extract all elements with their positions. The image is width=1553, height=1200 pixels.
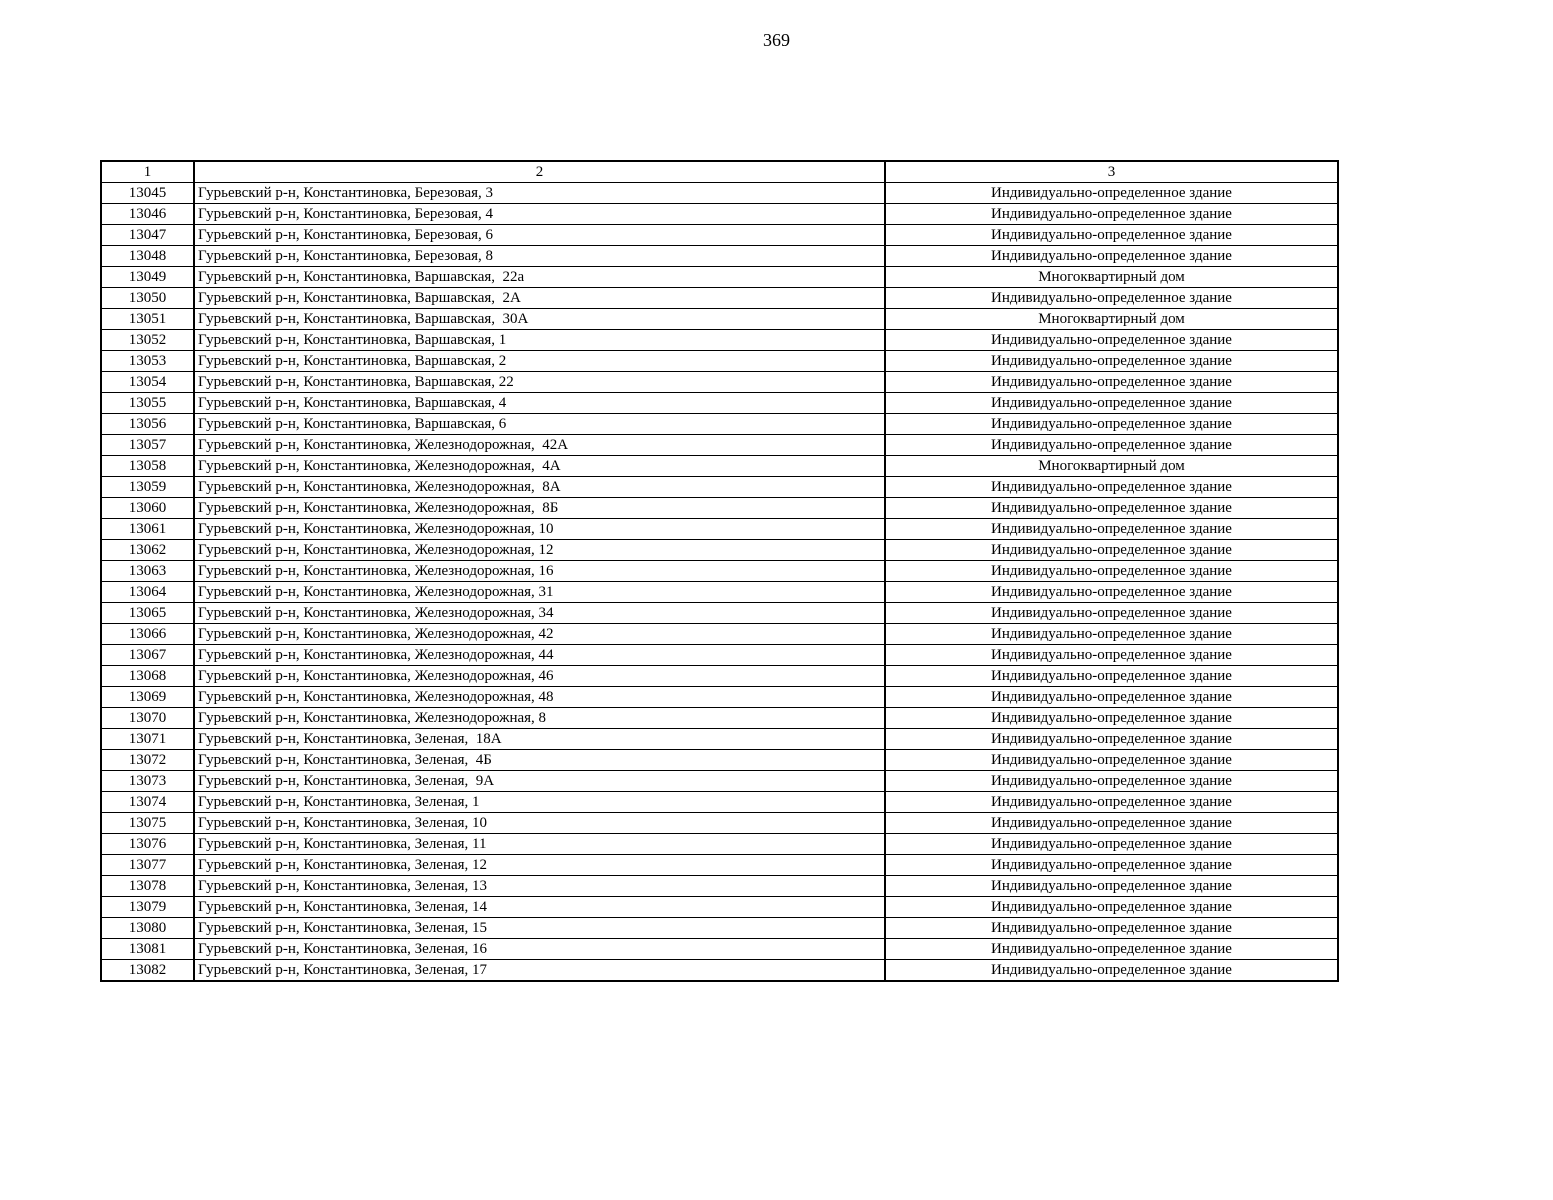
table-row [101,225,1338,246]
table-row [101,939,1338,960]
address-cell: Гурьевский р-н, Константиновка, Железнодорожная, 16 [194,561,885,582]
table-row [101,414,1338,435]
address-cell: Гурьевский р-н, Константиновка, Зеленая, 17 [194,960,885,982]
object-type-cell: Индивидуально-определенное здание [885,330,1338,351]
object-type-cell: Индивидуально-определенное здание [885,624,1338,645]
table-row [101,771,1338,792]
row-number-cell: 13052 [101,330,194,351]
address-cell: Гурьевский р-н, Константиновка, Железнодорожная, 12 [194,540,885,561]
address-cell: Гурьевский р-н, Константиновка, Железнодорожная, 10 [194,519,885,540]
row-number-cell: 13072 [101,750,194,771]
object-type-cell: Индивидуально-определенное здание [885,960,1338,982]
object-type-cell: Индивидуально-определенное здание [885,855,1338,876]
row-number-cell: 13073 [101,771,194,792]
table-row [101,834,1338,855]
object-type-cell: Многоквартирный дом [885,267,1338,288]
table-row [101,204,1338,225]
row-number-cell: 13058 [101,456,194,477]
address-cell: Гурьевский р-н, Константиновка, Зеленая, 12 [194,855,885,876]
address-cell: Гурьевский р-н, Константиновка, Железнодорожная, 48 [194,687,885,708]
table-row [101,561,1338,582]
table-row [101,666,1338,687]
header-column-3: 3 [885,161,1338,183]
object-type-cell: Индивидуально-определенное здание [885,183,1338,204]
table-row [101,687,1338,708]
row-number-cell: 13082 [101,960,194,982]
address-cell: Гурьевский р-н, Константиновка, Железнодорожная, 46 [194,666,885,687]
table-row [101,330,1338,351]
property-registry-table [100,160,1339,982]
address-cell: Гурьевский р-н, Константиновка, Зеленая, 1 [194,792,885,813]
address-cell: Гурьевский р-н, Константиновка, Железнодорожная, 8 [194,708,885,729]
table-row [101,792,1338,813]
object-type-cell: Индивидуально-определенное здание [885,687,1338,708]
address-cell: Гурьевский р-н, Константиновка, Варшавская, 2А [194,288,885,309]
address-cell: Гурьевский р-н, Константиновка, Железнодорожная, 8А [194,477,885,498]
object-type-cell: Индивидуально-определенное здание [885,708,1338,729]
table-row [101,435,1338,456]
table-row [101,645,1338,666]
address-cell: Гурьевский р-н, Константиновка, Варшавская, 22а [194,267,885,288]
address-cell: Гурьевский р-н, Константиновка, Варшавская, 6 [194,414,885,435]
address-cell: Гурьевский р-н, Константиновка, Железнодорожная, 42 [194,624,885,645]
address-cell: Гурьевский р-н, Константиновка, Зеленая, 15 [194,918,885,939]
table-row [101,183,1338,204]
object-type-cell: Индивидуально-определенное здание [885,477,1338,498]
object-type-cell: Многоквартирный дом [885,456,1338,477]
table-row [101,498,1338,519]
table-row [101,708,1338,729]
address-cell: Гурьевский р-н, Константиновка, Зеленая, 9А [194,771,885,792]
address-cell: Гурьевский р-н, Константиновка, Березовая, 6 [194,225,885,246]
table-row [101,309,1338,330]
table-row [101,372,1338,393]
table-row [101,267,1338,288]
address-cell: Гурьевский р-н, Константиновка, Железнодорожная, 44 [194,645,885,666]
row-number-cell: 13046 [101,204,194,225]
address-cell: Гурьевский р-н, Константиновка, Березовая, 8 [194,246,885,267]
object-type-cell: Индивидуально-определенное здание [885,729,1338,750]
row-number-cell: 13062 [101,540,194,561]
row-number-cell: 13074 [101,792,194,813]
address-cell: Гурьевский р-н, Константиновка, Зеленая, 14 [194,897,885,918]
row-number-cell: 13064 [101,582,194,603]
object-type-cell: Индивидуально-определенное здание [885,372,1338,393]
object-type-cell: Многоквартирный дом [885,309,1338,330]
object-type-cell: Индивидуально-определенное здание [885,918,1338,939]
object-type-cell: Индивидуально-определенное здание [885,771,1338,792]
table-row [101,351,1338,372]
address-cell: Гурьевский р-н, Константиновка, Железнодорожная, 34 [194,603,885,624]
row-number-cell: 13057 [101,435,194,456]
object-type-cell: Индивидуально-определенное здание [885,225,1338,246]
row-number-cell: 13051 [101,309,194,330]
object-type-cell: Индивидуально-определенное здание [885,897,1338,918]
row-number-cell: 13071 [101,729,194,750]
row-number-cell: 13067 [101,645,194,666]
address-cell: Гурьевский р-н, Константиновка, Зеленая, 11 [194,834,885,855]
address-cell: Гурьевский р-н, Константиновка, Варшавская, 30А [194,309,885,330]
address-cell: Гурьевский р-н, Константиновка, Варшавская, 1 [194,330,885,351]
table-body [101,183,1338,982]
address-cell: Гурьевский р-н, Константиновка, Зеленая, 4Б [194,750,885,771]
row-number-cell: 13068 [101,666,194,687]
row-number-cell: 13059 [101,477,194,498]
row-number-cell: 13065 [101,603,194,624]
table-row [101,477,1338,498]
object-type-cell: Индивидуально-определенное здание [885,204,1338,225]
row-number-cell: 13075 [101,813,194,834]
table-row [101,876,1338,897]
object-type-cell: Индивидуально-определенное здание [885,288,1338,309]
row-number-cell: 13078 [101,876,194,897]
row-number-cell: 13076 [101,834,194,855]
row-number-cell: 13079 [101,897,194,918]
table-row [101,540,1338,561]
table-row [101,855,1338,876]
object-type-cell: Индивидуально-определенное здание [885,603,1338,624]
object-type-cell: Индивидуально-определенное здание [885,519,1338,540]
object-type-cell: Индивидуально-определенное здание [885,645,1338,666]
table-row [101,246,1338,267]
row-number-cell: 13081 [101,939,194,960]
table-row [101,960,1338,982]
row-number-cell: 13045 [101,183,194,204]
object-type-cell: Индивидуально-определенное здание [885,540,1338,561]
table-row [101,519,1338,540]
row-number-cell: 13061 [101,519,194,540]
object-type-cell: Индивидуально-определенное здание [885,666,1338,687]
table-row [101,393,1338,414]
row-number-cell: 13077 [101,855,194,876]
address-cell: Гурьевский р-н, Константиновка, Зеленая, 10 [194,813,885,834]
address-cell: Гурьевский р-н, Константиновка, Варшавская, 2 [194,351,885,372]
table-row [101,918,1338,939]
table-row [101,456,1338,477]
object-type-cell: Индивидуально-определенное здание [885,435,1338,456]
row-number-cell: 13070 [101,708,194,729]
table-row [101,603,1338,624]
address-cell: Гурьевский р-н, Константиновка, Железнодорожная, 8Б [194,498,885,519]
object-type-cell: Индивидуально-определенное здание [885,792,1338,813]
row-number-cell: 13050 [101,288,194,309]
table-row [101,624,1338,645]
header-row [101,161,1338,183]
table-header [101,161,1338,183]
object-type-cell: Индивидуально-определенное здание [885,351,1338,372]
row-number-cell: 13056 [101,414,194,435]
object-type-cell: Индивидуально-определенное здание [885,498,1338,519]
table-row [101,729,1338,750]
address-cell: Гурьевский р-н, Константиновка, Варшавская, 22 [194,372,885,393]
row-number-cell: 13047 [101,225,194,246]
object-type-cell: Индивидуально-определенное здание [885,414,1338,435]
object-type-cell: Индивидуально-определенное здание [885,876,1338,897]
row-number-cell: 13054 [101,372,194,393]
row-number-cell: 13069 [101,687,194,708]
row-number-cell: 13063 [101,561,194,582]
address-cell: Гурьевский р-н, Константиновка, Зеленая, 13 [194,876,885,897]
row-number-cell: 13055 [101,393,194,414]
table-row [101,582,1338,603]
table-row [101,750,1338,771]
row-number-cell: 13049 [101,267,194,288]
address-cell: Гурьевский р-н, Константиновка, Березовая, 3 [194,183,885,204]
object-type-cell: Индивидуально-определенное здание [885,939,1338,960]
address-cell: Гурьевский р-н, Константиновка, Варшавская, 4 [194,393,885,414]
header-column-1: 1 [101,161,194,183]
address-cell: Гурьевский р-н, Константиновка, Железнодорожная, 42А [194,435,885,456]
address-cell: Гурьевский р-н, Константиновка, Березовая, 4 [194,204,885,225]
object-type-cell: Индивидуально-определенное здание [885,750,1338,771]
row-number-cell: 13053 [101,351,194,372]
row-number-cell: 13048 [101,246,194,267]
row-number-cell: 13080 [101,918,194,939]
row-number-cell: 13060 [101,498,194,519]
object-type-cell: Индивидуально-определенное здание [885,813,1338,834]
address-cell: Гурьевский р-н, Константиновка, Зеленая, 18А [194,729,885,750]
object-type-cell: Индивидуально-определенное здание [885,393,1338,414]
page-number: 369 [763,30,790,50]
address-cell: Гурьевский р-н, Константиновка, Железнодорожная, 31 [194,582,885,603]
address-cell: Гурьевский р-н, Константиновка, Зеленая, 16 [194,939,885,960]
address-cell: Гурьевский р-н, Константиновка, Железнодорожная, 4А [194,456,885,477]
object-type-cell: Индивидуально-определенное здание [885,561,1338,582]
table-row [101,288,1338,309]
header-column-2: 2 [194,161,885,183]
object-type-cell: Индивидуально-определенное здание [885,582,1338,603]
object-type-cell: Индивидуально-определенное здание [885,246,1338,267]
table-row [101,813,1338,834]
row-number-cell: 13066 [101,624,194,645]
object-type-cell: Индивидуально-определенное здание [885,834,1338,855]
table-row [101,897,1338,918]
